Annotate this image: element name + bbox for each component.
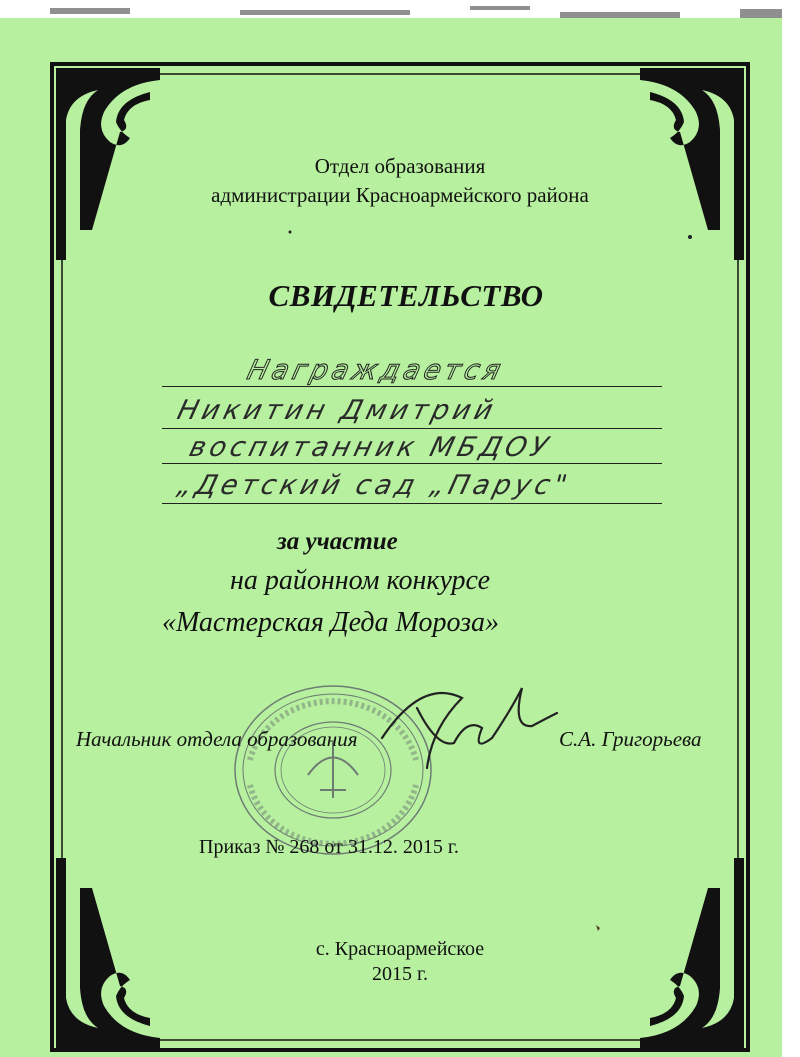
issuer-line-1: Отдел образования	[314, 154, 486, 178]
place-name: с. Красноармейское	[315, 938, 485, 960]
issuer-line-2: администрации Красноармейского района	[211, 183, 589, 207]
fill-line-3	[162, 463, 662, 464]
issue-year: 2015 г.	[372, 963, 428, 985]
signatory-name: С.А. Григорьева	[559, 727, 702, 751]
signatory-position: Начальник отдела образования	[76, 727, 358, 751]
place-and-year	[0, 937, 800, 987]
handwritten-organization: „Детский сад „Парус"	[174, 470, 574, 501]
fill-line-4	[162, 503, 662, 504]
handwritten-recipient-role: воспитанник МБДОУ	[186, 432, 555, 463]
award-reason: за участие	[277, 528, 398, 555]
fill-line-1	[162, 386, 662, 387]
order-reference: Приказ № 268 от 31.12. 2015 г.	[199, 836, 459, 858]
contest-name: «Мастерская Деда Мороза»	[162, 607, 500, 638]
contest-level: на районном конкурсе	[230, 565, 491, 596]
handwritten-awarded: Награждается	[244, 355, 508, 386]
issuer-block	[0, 152, 800, 210]
handwritten-signature	[362, 668, 562, 778]
fill-line-2	[162, 428, 662, 429]
handwritten-recipient-name: Никитин Дмитрий	[174, 395, 501, 426]
certificate-title: СВИДЕТЕЛЬСТВО	[268, 278, 544, 313]
